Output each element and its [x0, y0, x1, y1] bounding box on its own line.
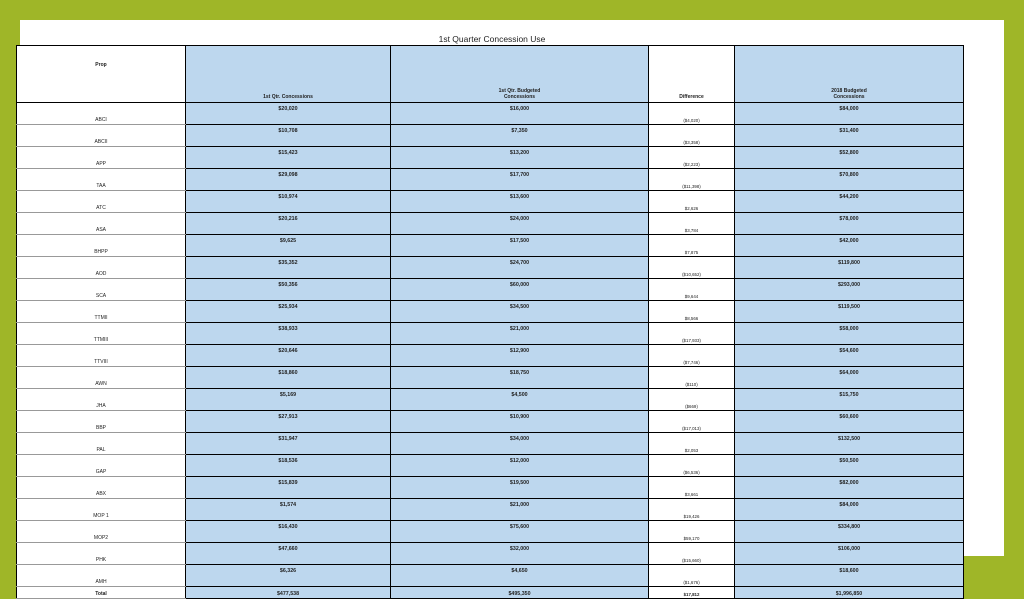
total-row [17, 587, 964, 599]
difference-cell: $3,784 [649, 213, 735, 235]
budgeted-cell: $19,500 [391, 477, 649, 499]
actual-cell: $25,934 [186, 301, 391, 323]
table-row [17, 389, 964, 411]
prop-cell: ABCI [17, 103, 186, 125]
difference-cell: ($10,652) [649, 257, 735, 279]
annual-cell: $60,600 [735, 411, 964, 433]
difference-cell: ($110) [649, 367, 735, 389]
table-row [17, 521, 964, 543]
actual-cell: $35,352 [186, 257, 391, 279]
prop-cell: MOP2 [17, 521, 186, 543]
table-row [17, 125, 964, 147]
difference-cell: ($17,933) [649, 323, 735, 345]
difference-cell: ($2,223) [649, 147, 735, 169]
difference-cell: ($3,358) [649, 125, 735, 147]
table-row [17, 345, 964, 367]
total-actual-cell: $477,538 [186, 587, 391, 599]
table-row [17, 499, 964, 521]
actual-cell: $29,098 [186, 169, 391, 191]
table-row [17, 169, 964, 191]
annual-cell: $84,000 [735, 499, 964, 521]
table-row [17, 191, 964, 213]
total-annual-cell: $1,996,850 [735, 587, 964, 599]
total-difference-cell: $17,812 [649, 587, 735, 599]
annual-cell: $293,000 [735, 279, 964, 301]
annual-cell: $132,500 [735, 433, 964, 455]
table-row [17, 213, 964, 235]
table-body [17, 103, 964, 599]
budgeted-cell: $21,000 [391, 499, 649, 521]
actual-cell: $38,933 [186, 323, 391, 345]
budgeted-cell: $17,700 [391, 169, 649, 191]
budgeted-cell: $10,900 [391, 411, 649, 433]
prop-cell: JHA [17, 389, 186, 411]
actual-cell: $31,947 [186, 433, 391, 455]
prop-cell: ATC [17, 191, 186, 213]
header-difference: Difference [649, 46, 735, 103]
budgeted-cell: $60,000 [391, 279, 649, 301]
actual-cell: $10,974 [186, 191, 391, 213]
prop-cell: MOP 1 [17, 499, 186, 521]
annual-cell: $44,200 [735, 191, 964, 213]
prop-cell: APP [17, 147, 186, 169]
difference-cell: $19,426 [649, 499, 735, 521]
difference-cell: ($4,020) [649, 103, 735, 125]
actual-cell: $18,536 [186, 455, 391, 477]
actual-cell: $47,660 [186, 543, 391, 565]
concession-table [16, 45, 964, 599]
annual-cell: $52,800 [735, 147, 964, 169]
difference-cell: $2,626 [649, 191, 735, 213]
budgeted-cell: $32,000 [391, 543, 649, 565]
header-qtr-concessions: 1st Qtr. Concessions [186, 46, 391, 103]
prop-cell: AWN [17, 367, 186, 389]
actual-cell: $20,020 [186, 103, 391, 125]
annual-cell: $84,000 [735, 103, 964, 125]
actual-cell: $50,356 [186, 279, 391, 301]
budgeted-cell: $34,000 [391, 433, 649, 455]
actual-cell: $16,430 [186, 521, 391, 543]
prop-cell: TTVIII [17, 345, 186, 367]
prop-cell: ABX [17, 477, 186, 499]
difference-cell: $3,661 [649, 477, 735, 499]
difference-cell: ($11,398) [649, 169, 735, 191]
annual-cell: $31,400 [735, 125, 964, 147]
annual-cell: $78,000 [735, 213, 964, 235]
budgeted-cell: $12,900 [391, 345, 649, 367]
difference-cell: $7,875 [649, 235, 735, 257]
difference-cell: ($15,660) [649, 543, 735, 565]
header-2018-budgeted-line2: Concessions [833, 94, 865, 100]
table-row [17, 433, 964, 455]
difference-cell: ($17,013) [649, 411, 735, 433]
annual-cell: $18,600 [735, 565, 964, 587]
table-row [17, 235, 964, 257]
annual-cell: $70,800 [735, 169, 964, 191]
actual-cell: $9,625 [186, 235, 391, 257]
difference-cell: ($7,746) [649, 345, 735, 367]
budgeted-cell: $4,650 [391, 565, 649, 587]
difference-cell: $59,170 [649, 521, 735, 543]
annual-cell: $15,750 [735, 389, 964, 411]
table-row [17, 279, 964, 301]
total-prop-cell: Total [17, 587, 186, 599]
budgeted-cell: $7,350 [391, 125, 649, 147]
actual-cell: $15,423 [186, 147, 391, 169]
budgeted-cell: $24,700 [391, 257, 649, 279]
header-2018-budgeted-line1: 2018 Budgeted [831, 88, 867, 94]
actual-cell: $1,574 [186, 499, 391, 521]
actual-cell: $27,913 [186, 411, 391, 433]
difference-cell: $8,566 [649, 301, 735, 323]
annual-cell: $58,000 [735, 323, 964, 345]
annual-cell: $106,000 [735, 543, 964, 565]
table-row [17, 367, 964, 389]
header-prop: Prop [17, 46, 186, 103]
prop-cell: AOD [17, 257, 186, 279]
budgeted-cell: $13,600 [391, 191, 649, 213]
annual-cell: $119,500 [735, 301, 964, 323]
actual-cell: $18,860 [186, 367, 391, 389]
total-budgeted-cell: $495,350 [391, 587, 649, 599]
budgeted-cell: $4,500 [391, 389, 649, 411]
actual-cell: $5,169 [186, 389, 391, 411]
annual-cell: $50,500 [735, 455, 964, 477]
table-row [17, 147, 964, 169]
actual-cell: $20,216 [186, 213, 391, 235]
header-2018-budgeted [735, 46, 964, 103]
table-row [17, 103, 964, 125]
budgeted-cell: $24,000 [391, 213, 649, 235]
budgeted-cell: $75,600 [391, 521, 649, 543]
prop-cell: ABCII [17, 125, 186, 147]
prop-cell: TTMII [17, 301, 186, 323]
header-qtr-budgeted-line2: Concessions [503, 94, 536, 100]
prop-cell: PAL [17, 433, 186, 455]
table-row [17, 301, 964, 323]
annual-cell: $334,800 [735, 521, 964, 543]
prop-cell: BBP [17, 411, 186, 433]
table-row [17, 323, 964, 345]
prop-cell: TTMIII [17, 323, 186, 345]
actual-cell: $20,646 [186, 345, 391, 367]
annual-cell: $64,000 [735, 367, 964, 389]
annual-cell: $119,800 [735, 257, 964, 279]
annual-cell: $54,600 [735, 345, 964, 367]
budgeted-cell: $34,500 [391, 301, 649, 323]
prop-cell: AMH [17, 565, 186, 587]
budgeted-cell: $18,750 [391, 367, 649, 389]
prop-cell: ASA [17, 213, 186, 235]
annual-cell: $82,000 [735, 477, 964, 499]
difference-cell: ($6,536) [649, 455, 735, 477]
actual-cell: $6,326 [186, 565, 391, 587]
annual-cell: $42,000 [735, 235, 964, 257]
table-row [17, 477, 964, 499]
budgeted-cell: $13,200 [391, 147, 649, 169]
header-qtr-budgeted [391, 46, 649, 103]
table-row [17, 543, 964, 565]
budgeted-cell: $17,500 [391, 235, 649, 257]
prop-cell: TAA [17, 169, 186, 191]
table-row [17, 257, 964, 279]
difference-cell: $9,644 [649, 279, 735, 301]
table-row [17, 411, 964, 433]
page-title: 1st Quarter Concession Use [438, 34, 546, 44]
budgeted-cell: $21,000 [391, 323, 649, 345]
actual-cell: $15,839 [186, 477, 391, 499]
difference-cell: $2,053 [649, 433, 735, 455]
table-header-row [17, 46, 964, 103]
prop-cell: GAP [17, 455, 186, 477]
difference-cell: ($669) [649, 389, 735, 411]
budgeted-cell: $16,000 [391, 103, 649, 125]
prop-cell: SCA [17, 279, 186, 301]
table-row [17, 455, 964, 477]
budgeted-cell: $12,000 [391, 455, 649, 477]
prop-cell: BHPP [17, 235, 186, 257]
prop-cell: PHK [17, 543, 186, 565]
header-qtr-budgeted-line1: 1st Qtr. Budgeted [498, 88, 541, 94]
actual-cell: $10,708 [186, 125, 391, 147]
difference-cell: ($1,676) [649, 565, 735, 587]
